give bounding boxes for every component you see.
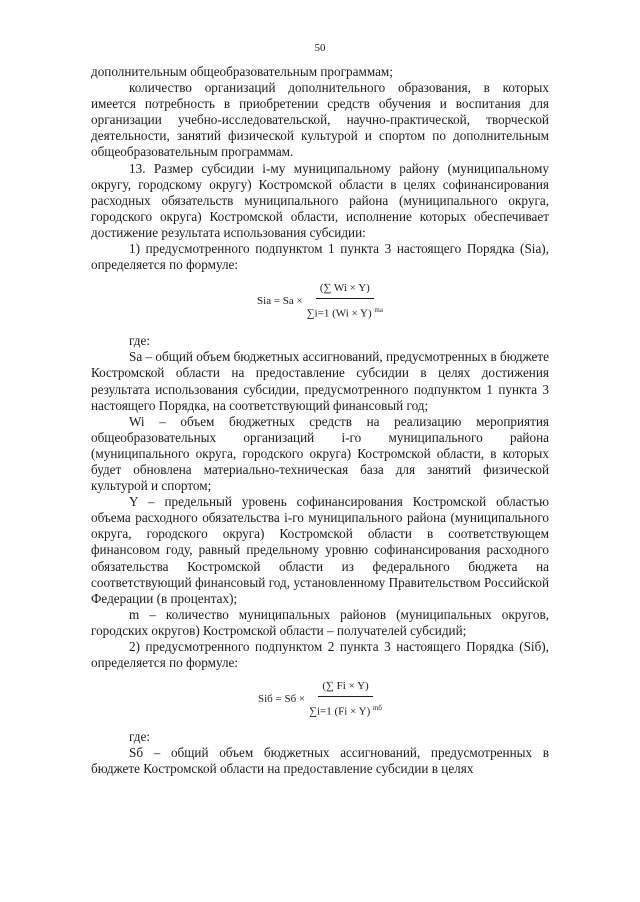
formula-2-fraction <box>309 678 382 720</box>
formula-2-upper-limit: mб <box>372 704 382 713</box>
formula-1-fraction <box>307 280 383 322</box>
paragraph: где: <box>129 333 150 349</box>
paragraph: Sб – общий объем бюджетных ассигнований, предусмотренных в бюджете Костромской области на предоставление субсидии в целях <box>91 745 549 777</box>
paragraph: Y – предельный уровень софинансирования Костромской областью объема расходного обязательства i-го муниципального района (муниципального округа, городского округа) Костромской области в соответствующем финансовом году, равный предельному уровню софинансирования расходного обязательства Костромской области из федерального бюджета на соответствующий финансовый год, установленному Правительством Российской Федерации (в процентах); <box>91 494 549 606</box>
formula-2-denominator-text: ∑i=1 (Fi × Y) <box>309 706 371 719</box>
formula-2-denominator <box>309 697 382 720</box>
paragraph: количество организаций дополнительного образования, в которых имеется потребность в приобретении средств обучения и воспитания для организации учебно-исследовательской, научно-практической, творческой деятельности, занятий физической культурой и спортом по дополнительным общеобразовательным программам. <box>91 80 549 160</box>
paragraph: Sа – общий объем бюджетных ассигнований, предусмотренных в бюджете Костромской области на предоставление субсидии в целях достижения результата использования субсидии, предусмотренного подпунктом 1 пункта 3 настоящего Порядка, на соответствующий финансовый год; <box>91 349 549 413</box>
formula-1-upper-limit: mа <box>374 306 383 315</box>
paragraph: 2) предусмотренного подпунктом 2 пункта 3 настоящего Порядка (Siб), определяется по формуле: <box>91 639 549 671</box>
paragraph: где: <box>129 729 150 745</box>
paragraph: 1) предусмотренного подпунктом 1 пункта 3 настоящего Порядка (Sia), определяется по формуле: <box>91 241 549 273</box>
paragraph: дополнительным общеобразовательным программам; <box>91 64 393 79</box>
formula-1-lhs: Sia = Sа × <box>257 295 303 308</box>
formula-2-lhs: Siб = Sб × <box>257 693 306 706</box>
paragraph: m – количество муниципальных районов (муниципальных округов, городских округов) Костромской области – получателей субсидий; <box>91 606 549 638</box>
formula-2-numerator: (∑ Fi × Y) <box>318 678 372 697</box>
formula-1-denominator <box>307 299 383 322</box>
document-body <box>91 64 549 777</box>
formula-1-numerator: (∑ Wi × Y) <box>316 280 374 299</box>
page-number: 50 <box>314 42 326 54</box>
formula-2 <box>91 675 549 723</box>
formula-1-denominator-text: ∑i=1 (Wi × Y) <box>306 308 372 321</box>
paragraph: Wi – объем бюджетных средств на реализацию мероприятия общеобразовательных организаций i-го муниципального района (муниципального округа, городского округа) Костромской области, в которых будет обновлена материально-техническая база для занятий физической культурой и спортом; <box>91 413 549 494</box>
paragraph: 13. Размер субсидии i-му муниципальному району (муниципальному округу, городскому округу) Костромской области в целях софинансирования расходных обязательств муниципального района (муниципального округа, городского округа) Костромской области, исполнение которых обеспечивает достижение результата использования субсидии: <box>91 160 549 240</box>
formula-1 <box>91 275 549 327</box>
